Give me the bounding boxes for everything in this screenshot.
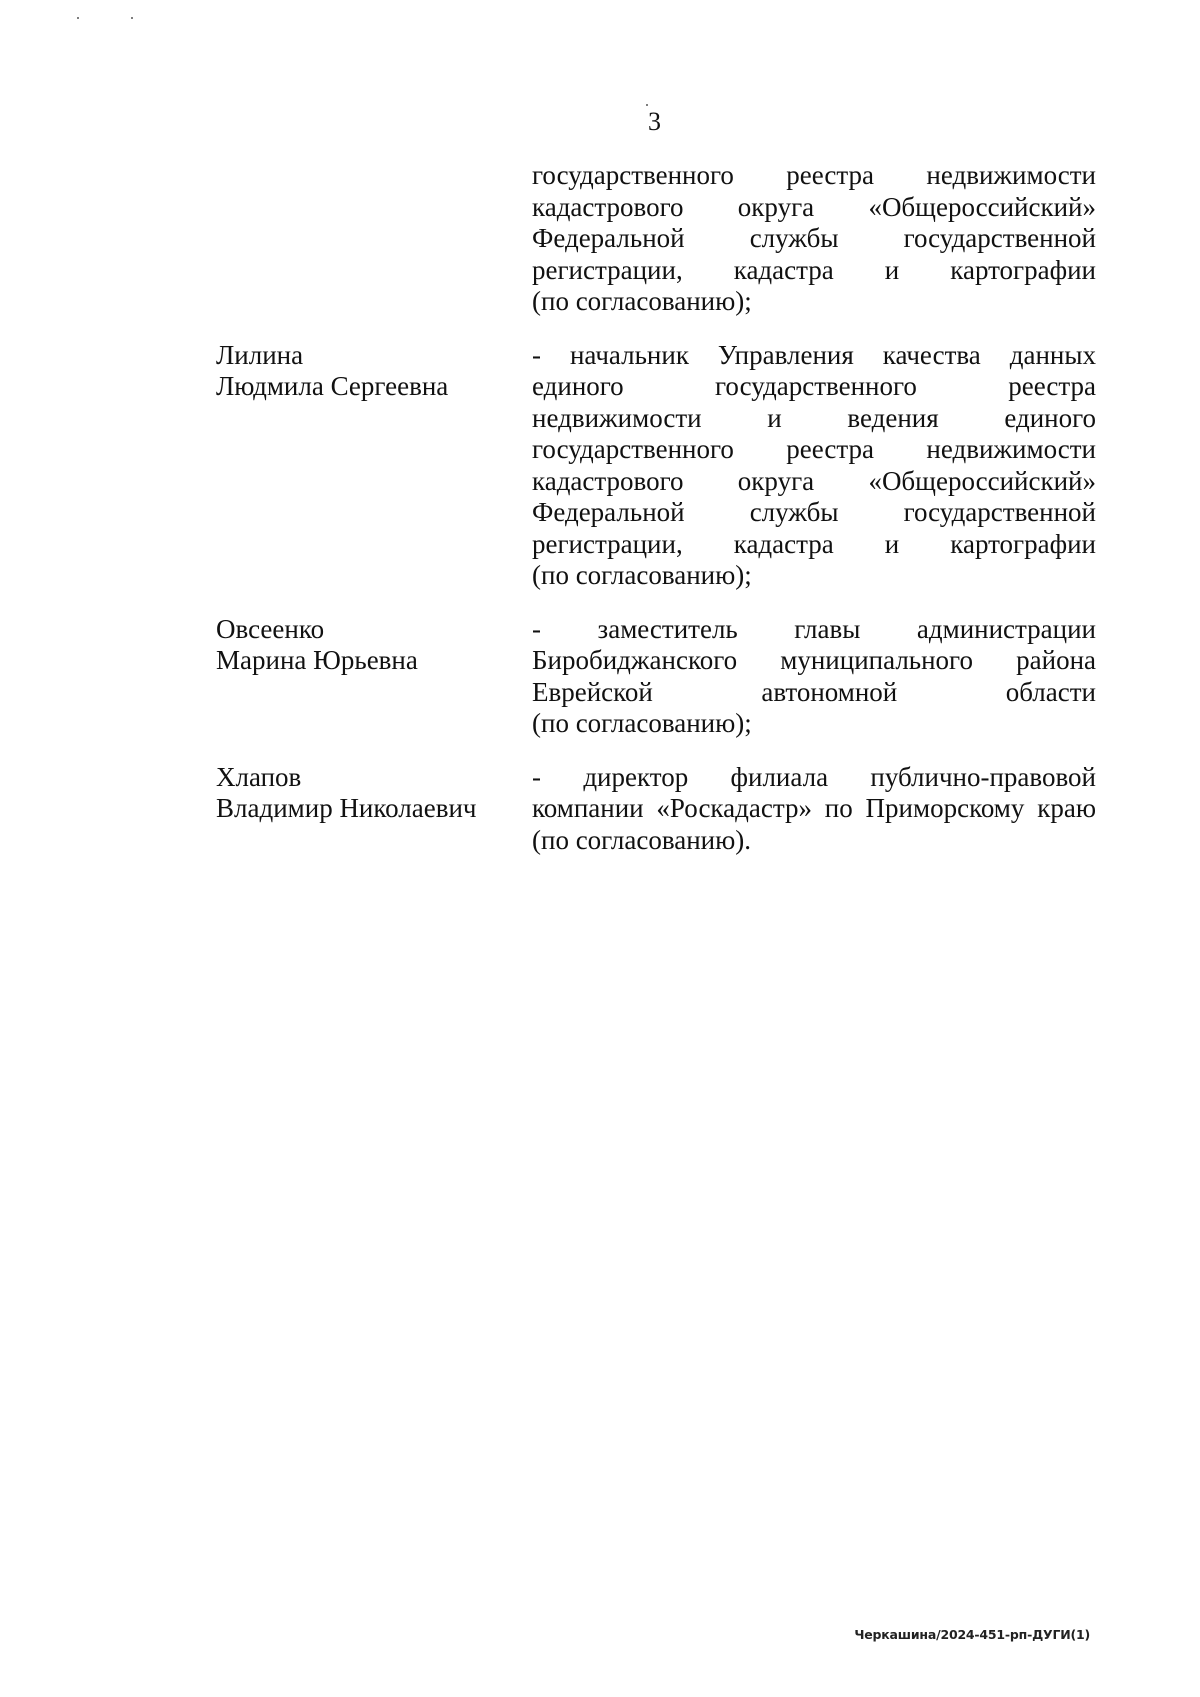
member-given-names: Людмила Сергеевна (216, 371, 449, 401)
role-line: (по согласованию); (532, 560, 752, 590)
scan-speck (131, 17, 133, 19)
member-role (532, 614, 1096, 740)
role-line: кадастрового округа «Общероссийский» (532, 465, 1096, 496)
role-line: - заместитель главы администрации (532, 613, 1096, 644)
member-entry-ovseenko (216, 614, 1096, 740)
role-line: единого государственного реестра (532, 371, 1096, 401)
member-surname: Хлапов (216, 761, 302, 792)
member-role (532, 160, 1096, 318)
member-role (532, 762, 1096, 857)
member-entry-khlapov (216, 762, 1096, 857)
member-name (216, 614, 532, 740)
members-list (216, 160, 1096, 856)
member-name (216, 160, 532, 318)
role-line: - начальник Управления качества данных (532, 339, 1096, 370)
role-line: (по согласованию); (532, 286, 752, 316)
role-line: (по согласованию). (532, 824, 752, 855)
role-line: регистрации, кадастра и картографии (532, 254, 1096, 285)
role-line: регистрации, кадастра и картографии (532, 528, 1096, 559)
member-given-names: Марина Юрьевна (216, 645, 418, 675)
role-line: Федеральной службы государственной (532, 223, 1096, 253)
role-line: (по согласованию); (532, 708, 752, 738)
role-line: Федеральной службы государственной (532, 497, 1096, 527)
member-given-names: Владимир Николаевич (216, 793, 477, 823)
role-line: Биробиджанского муниципального района (532, 645, 1096, 675)
role-line: компании «Роскадастр» по Приморскому краю (532, 793, 1096, 823)
role-line: государственного реестра недвижимости (532, 160, 1096, 190)
member-name (216, 762, 532, 857)
role-line: кадастрового округа «Общероссийский» (532, 191, 1096, 222)
member-surname: Лилина (216, 339, 304, 370)
member-role (532, 340, 1096, 592)
member-surname: Овсеенко (216, 613, 325, 644)
member-entry-continued (216, 160, 1096, 318)
role-line: недвижимости и ведения единого (532, 402, 1096, 433)
scan-speck (77, 17, 79, 19)
member-name (216, 340, 532, 592)
scan-speck (646, 104, 648, 106)
page-number: 3 (648, 107, 661, 136)
member-entry-lilina (216, 340, 1096, 592)
role-line: - директор филиала публично-правовой (532, 761, 1096, 792)
role-line: Еврейской автономной области (532, 676, 1096, 707)
document-code: Черкашина/2024-451-рп-ДУГИ(1) (854, 1627, 1090, 1642)
role-line: государственного реестра недвижимости (532, 434, 1096, 464)
